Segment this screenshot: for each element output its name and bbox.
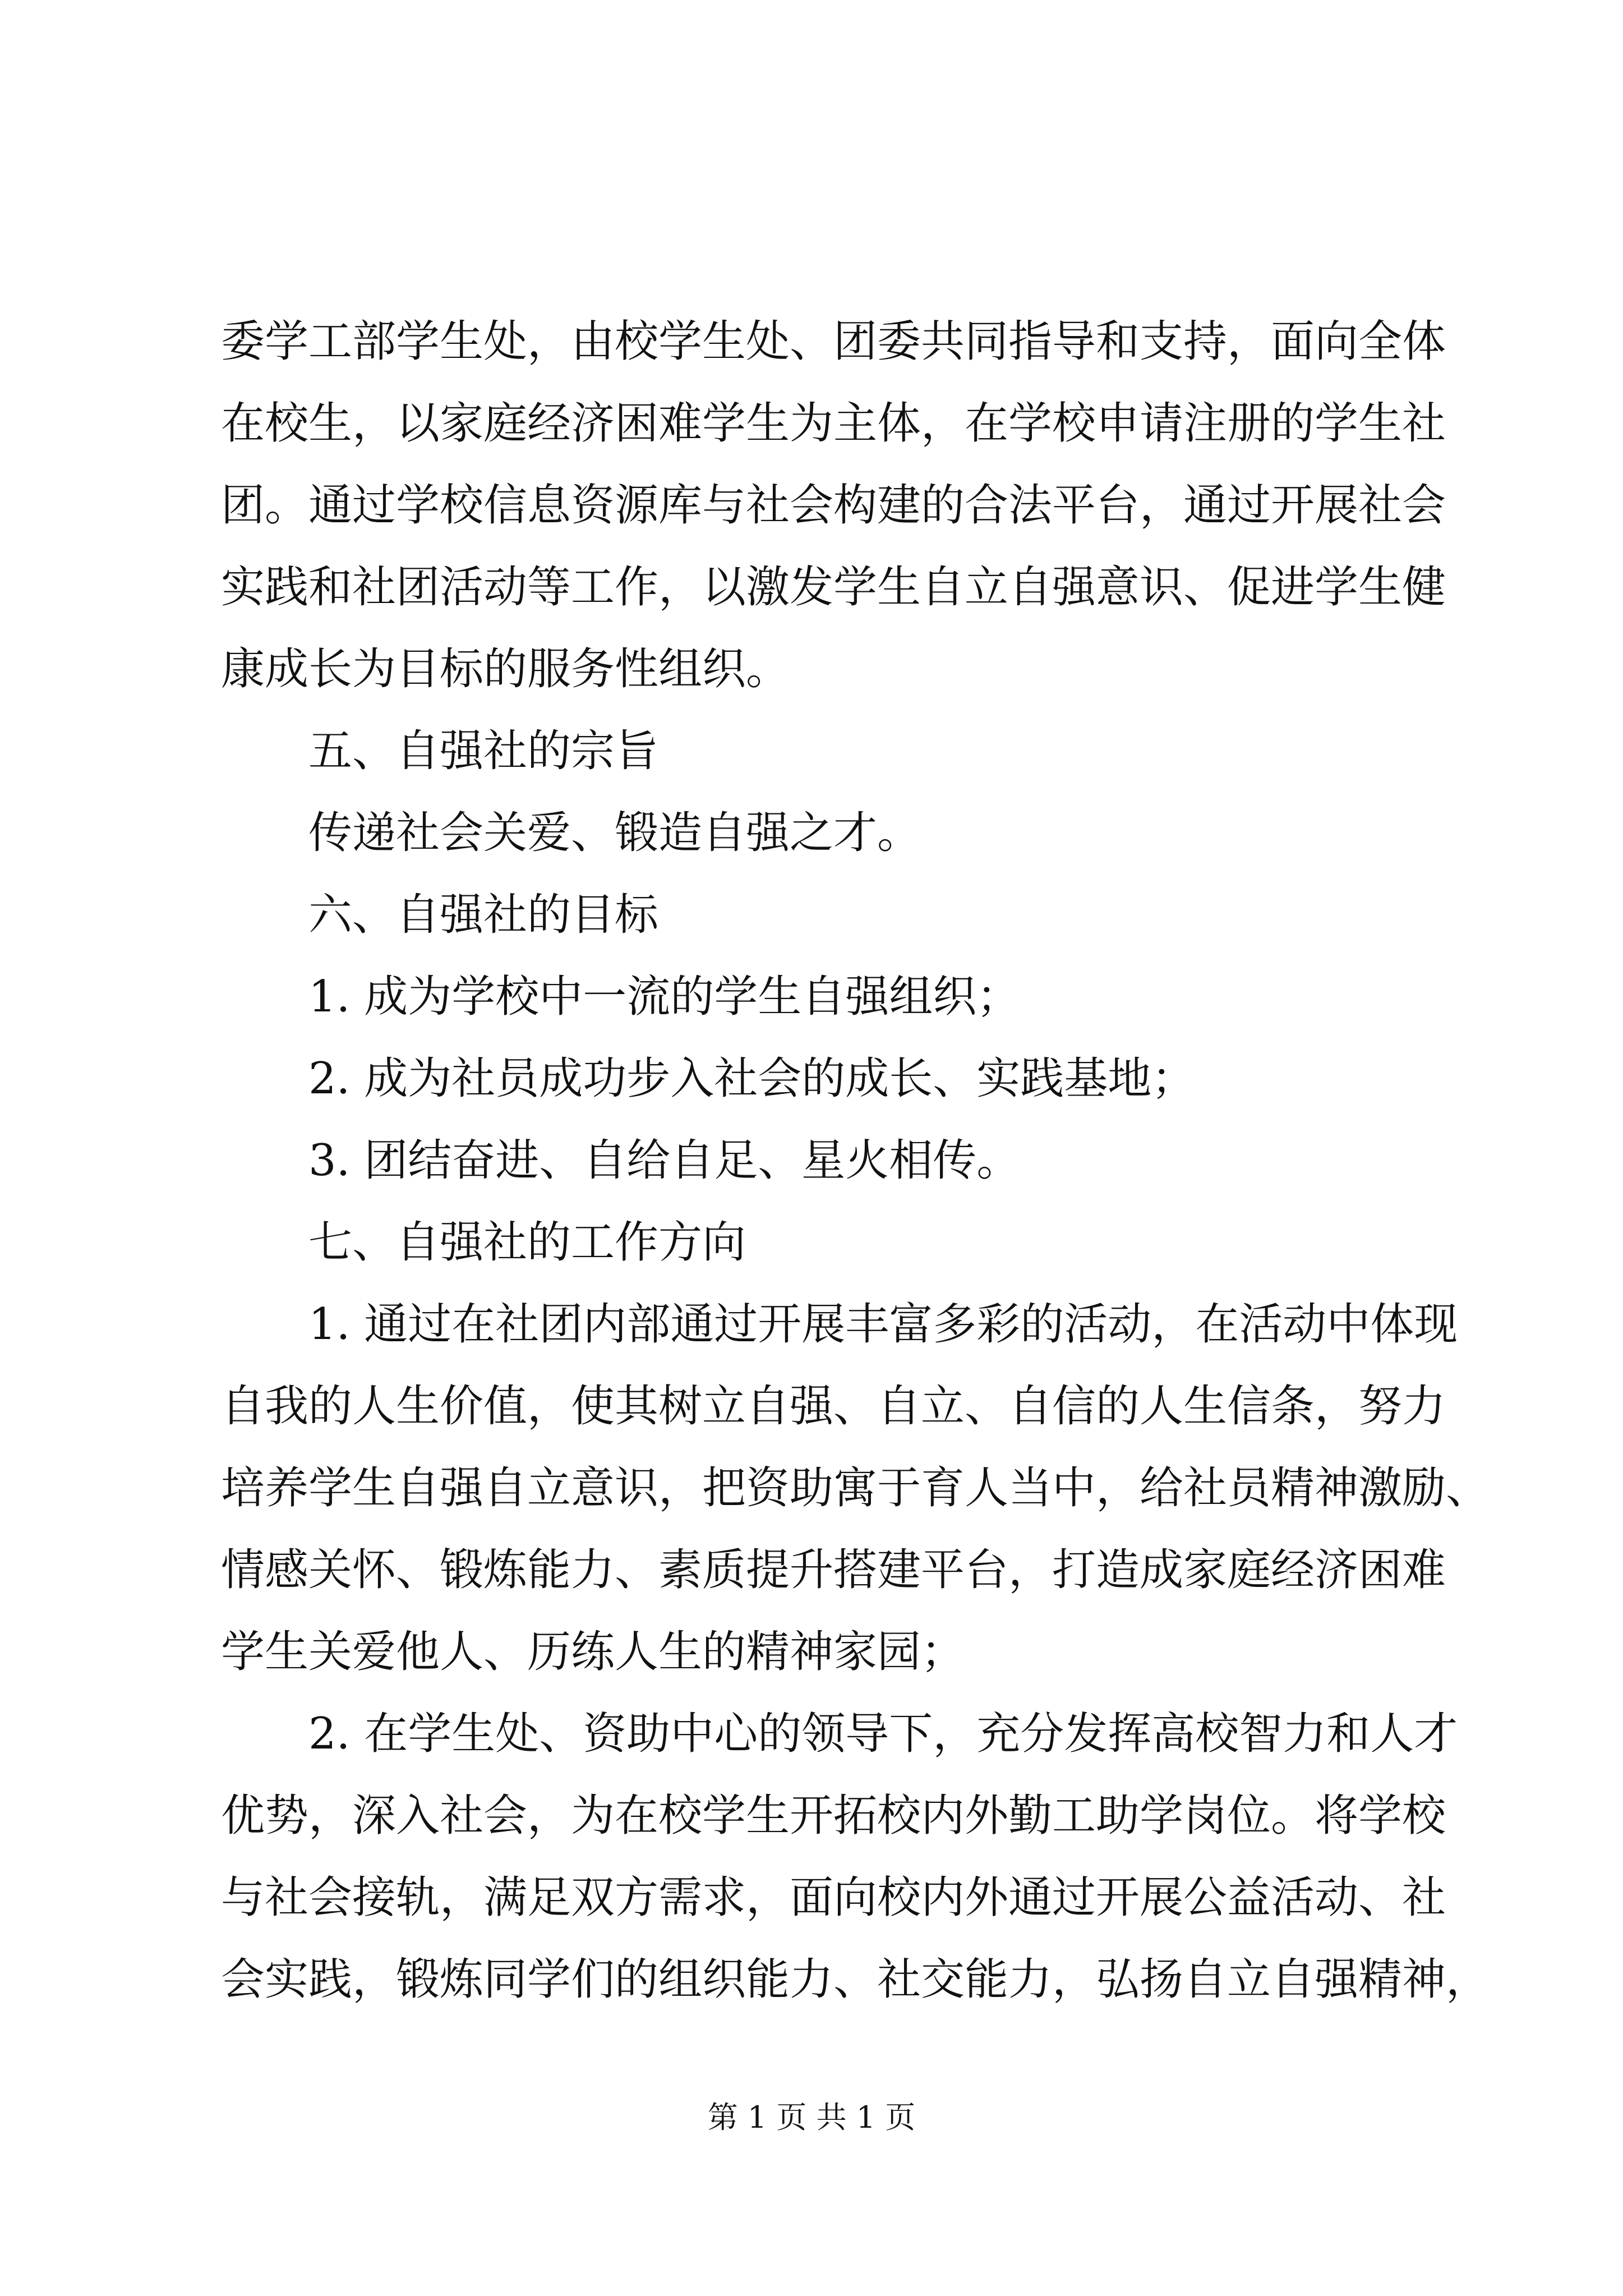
text-line: 培养学生自强自立意识，把资助寓于育人当中，给社员精神激励、 xyxy=(221,1463,1490,1513)
text-line: 团。通过学校信息资源库与社会构建的合法平台，通过开展社会 xyxy=(221,480,1446,531)
document-body xyxy=(221,301,1490,2021)
text-line: 传递社会关爱、锻造自强之才。 xyxy=(308,808,921,858)
text-line: 康成长为目标的服务性组织。 xyxy=(221,644,790,694)
list-item: 1. 成为学校中一流的学生自强组织； xyxy=(308,972,1021,1022)
text-line: 情感关怀、锻炼能力、素质提升搭建平台，打造成家庭经济困难 xyxy=(221,1545,1446,1595)
text-line: 会实践，锻炼同学们的组织能力、社交能力，弘扬自立自强精神， xyxy=(221,1954,1490,2005)
text-line: 与社会接轨，满足双方需求，面向校内外通过开展公益活动、社 xyxy=(221,1872,1446,1923)
text-line: 自我的人生价值，使其树立自强、自立、自信的人生信条，努力 xyxy=(221,1381,1446,1432)
text-line: 2. 在学生处、资助中心的领导下，充分发挥高校智力和人才 xyxy=(308,1709,1458,1759)
text-line: 学生关爱他人、历练人生的精神家园； xyxy=(221,1627,965,1677)
list-item: 2. 成为社员成功步入社会的成长、实践基地； xyxy=(308,1053,1196,1104)
text-line: 实践和社团活动等工作，以激发学生自立自强意识、促进学生健 xyxy=(221,562,1446,613)
text-line: 委学工部学生处，由校学生处、团委共同指导和支持，面向全体 xyxy=(221,316,1446,367)
text-line: 1. 通过在社团内部通过开展丰富多彩的活动，在活动中体现 xyxy=(308,1299,1458,1350)
section-heading: 五、自强社的宗旨 xyxy=(308,726,659,776)
section-heading: 七、自强社的工作方向 xyxy=(308,1217,746,1268)
text-line: 优势，深入社会，为在校学生开拓校内外勤工助学岗位。将学校 xyxy=(221,1791,1446,1841)
section-heading: 六、自强社的目标 xyxy=(308,890,659,940)
text-line: 在校生，以家庭经济困难学生为主体，在学校申请注册的学生社 xyxy=(221,398,1446,449)
list-item: 3. 团结奋进、自给自足、星火相传。 xyxy=(308,1135,1021,1186)
page-footer: 第 1 页 共 1 页 xyxy=(707,2100,916,2135)
